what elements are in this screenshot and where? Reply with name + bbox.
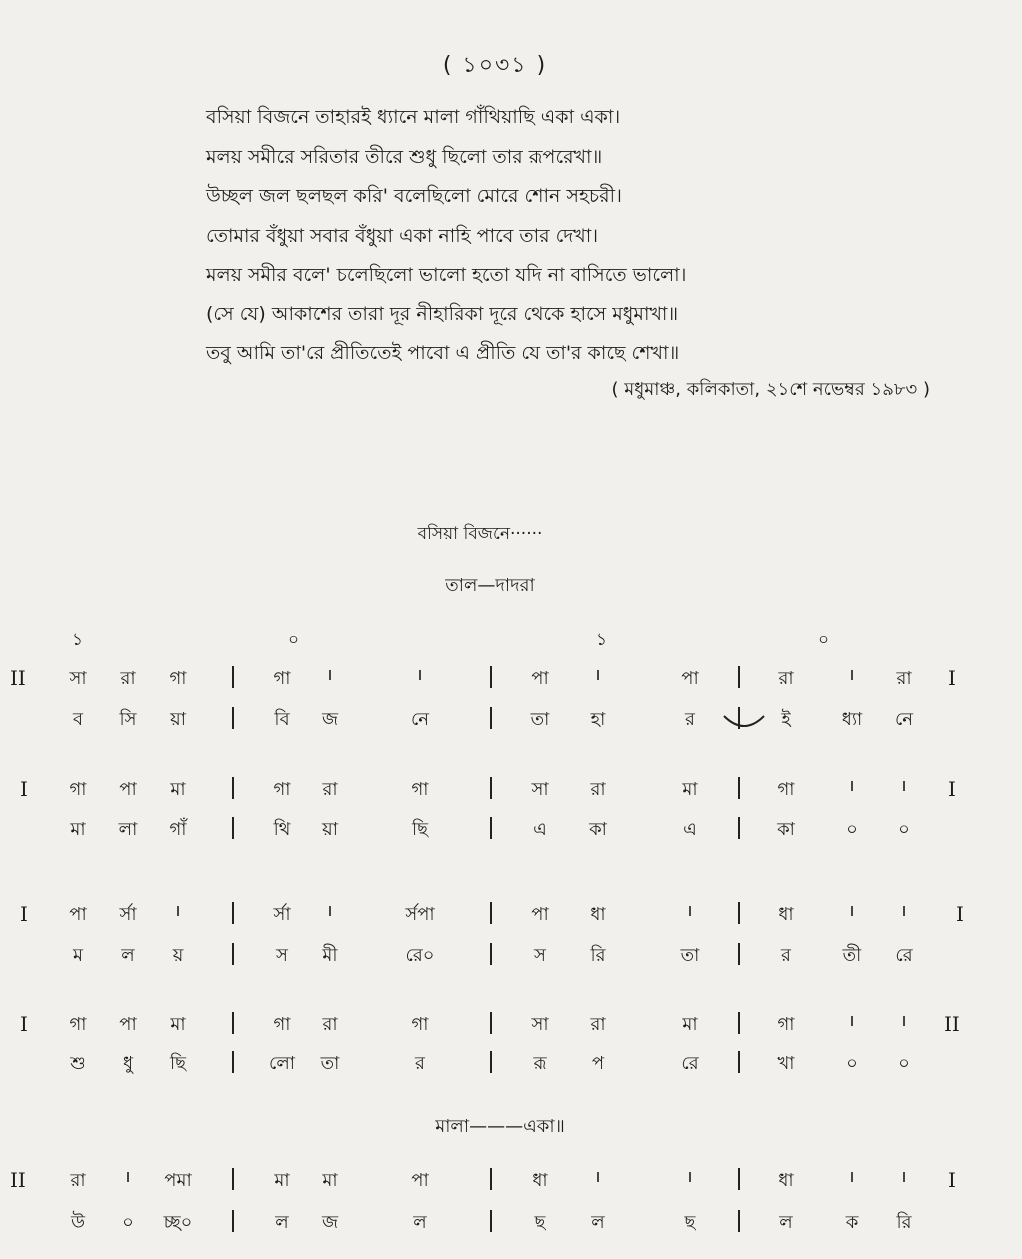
beat-divider (738, 1210, 740, 1232)
lyric-cell: ব (72, 709, 84, 730)
interlude-line: মালা———একা॥ (435, 1116, 565, 1137)
swara-cell: ধা (590, 904, 606, 925)
beat-divider (232, 817, 234, 839)
lyric-cell: কা (589, 819, 607, 840)
beat-divider (232, 902, 234, 924)
swara-cell: মা (322, 1170, 338, 1191)
lyric-cell: ল (591, 1212, 605, 1233)
lyric-cell: ল (413, 1212, 427, 1233)
swara-cell: র্সা (119, 904, 137, 925)
lyric-cell: লো (269, 1053, 295, 1074)
lyric-cell: ল (275, 1212, 289, 1233)
beat-divider (490, 817, 492, 839)
beat-divider (738, 817, 740, 839)
beat-marker: ১ (72, 630, 84, 650)
lyric-cell: ছি (169, 1053, 187, 1074)
lyric-cell: ০ (122, 1212, 134, 1233)
start-barline: I (20, 902, 28, 926)
lyric-cell: স (276, 945, 288, 966)
swara-cell: রা (778, 668, 794, 689)
swara-cell: মা (170, 1014, 186, 1035)
lyric-cell: য় (172, 945, 184, 966)
lyric-cell: জ (321, 1212, 339, 1233)
end-barline: I (948, 777, 956, 801)
swara-row (0, 900, 1022, 930)
beat-divider (232, 1168, 234, 1190)
swara-cell: ı (901, 1010, 907, 1031)
swara-cell: গা (411, 779, 429, 800)
beat-divider (738, 666, 740, 688)
swara-cell: র্সা (273, 904, 291, 925)
lyric-cell: তা (320, 1053, 340, 1074)
beat-divider (232, 707, 234, 729)
lyric-cell: ই (781, 709, 791, 730)
lyric-cell: রূ (533, 1053, 547, 1074)
swara-cell: গা (273, 779, 291, 800)
lyric-cell: ছি (411, 819, 429, 840)
swara-cell: ı (849, 1010, 855, 1031)
swara-row (0, 664, 1022, 694)
verse-line: (সে যে) আকাশের তারা দূর নীহারিকা দূরে থেকে হাসে মধুমাখা॥ (206, 303, 679, 325)
swara-cell: গা (273, 1014, 291, 1035)
lyric-cell: ০ (846, 1053, 858, 1074)
start-barline: II (10, 1168, 26, 1192)
lyric-row (0, 1049, 1022, 1079)
swara-cell: পা (531, 904, 549, 925)
beat-marker: ০ (818, 630, 830, 650)
lyric-cell: নে (894, 709, 914, 730)
start-barline: I (20, 1012, 28, 1036)
lyric-cell: কা (777, 819, 795, 840)
swara-cell: রা (70, 1170, 86, 1191)
swara-cell: ı (175, 900, 181, 921)
lyric-cell: রে (895, 945, 913, 966)
lyric-cell: ছ (684, 1212, 696, 1233)
swara-cell: ı (849, 900, 855, 921)
swara-cell: ı (849, 664, 855, 685)
swara-cell: ı (849, 775, 855, 796)
beat-divider (232, 943, 234, 965)
lyric-cell: মী (322, 945, 338, 966)
swara-cell: মা (682, 779, 698, 800)
lyric-cell: প (591, 1053, 605, 1074)
beat-divider (490, 1210, 492, 1232)
swara-cell: রা (322, 779, 338, 800)
swara-cell: ı (687, 900, 693, 921)
swara-cell: ı (595, 1166, 601, 1187)
swara-cell: গা (777, 779, 795, 800)
beat-divider (232, 1051, 234, 1073)
beat-marker: ০ (288, 630, 300, 650)
citation: ( মধুমাঞ্চ, কলিকাতা, ২১শে নভেম্বর ১৯৮৩ ) (611, 379, 930, 400)
swara-cell: গা (69, 1014, 87, 1035)
beat-divider (490, 1168, 492, 1190)
lyric-row (0, 1208, 1022, 1238)
swara-cell: রা (896, 668, 912, 689)
lyric-cell: র (685, 709, 695, 730)
lyric-cell: ০ (898, 1053, 910, 1074)
swara-cell: র্সপা (405, 904, 435, 925)
lyric-cell: র (415, 1053, 425, 1074)
lyric-cell: ০ (898, 819, 910, 840)
swara-cell: গা (69, 779, 87, 800)
beat-divider (738, 943, 740, 965)
swara-cell: পা (119, 779, 137, 800)
swara-cell: ı (901, 900, 907, 921)
lyric-cell: লা (118, 819, 138, 840)
lyric-cell: এ (683, 819, 697, 840)
swara-cell: ı (595, 664, 601, 685)
lyric-cell: খা (777, 1053, 795, 1074)
beat-divider (490, 902, 492, 924)
swara-cell: গা (411, 1014, 429, 1035)
lyric-row (0, 705, 1022, 735)
swara-cell: মা (682, 1014, 698, 1035)
lyric-cell: এ (533, 819, 547, 840)
lyric-cell: রে০ (405, 945, 435, 966)
swara-cell: ı (417, 664, 423, 685)
lyric-cell: ০ (846, 819, 858, 840)
swara-cell: পা (119, 1014, 137, 1035)
beat-divider (738, 777, 740, 799)
lyric-cell: ল (779, 1212, 793, 1233)
lyric-cell: ম (73, 945, 83, 966)
swara-cell: ı (849, 1166, 855, 1187)
lyric-cell: গাঁ (169, 819, 187, 840)
page-number: ( ১০৩১ ) (442, 53, 548, 78)
swara-cell: সা (531, 1014, 549, 1035)
notation-title: বসিয়া বিজনে······ (417, 524, 543, 544)
swara-cell: গা (169, 668, 187, 689)
beat-divider (232, 777, 234, 799)
swara-cell: পা (681, 668, 699, 689)
beat-divider (490, 707, 492, 729)
lyric-cell: জ (321, 709, 339, 730)
tala-label: তাল—দাদরা (445, 575, 535, 596)
lyric-cell: তা (530, 709, 550, 730)
swara-cell: রা (322, 1014, 338, 1035)
swara-cell: রা (590, 779, 606, 800)
verse-line: উচ্ছল জল ছলছল করি' বলেছিলো মোরে শোন সহচরী। (206, 185, 622, 207)
lyric-cell: তী (842, 945, 862, 966)
lyric-cell: রি (590, 945, 606, 966)
lyric-cell: ক (845, 1212, 859, 1233)
lyric-cell: ছ (534, 1212, 546, 1233)
beat-divider (490, 1012, 492, 1034)
beat-divider (738, 902, 740, 924)
lyric-cell: য়া (322, 819, 338, 840)
beat-divider (738, 1012, 740, 1034)
lyric-cell: শু (70, 1053, 86, 1074)
verse-line: তবু আমি তা'রে প্রীতিতেই পাবো এ প্রীতি যে তা'র কাছে শেখা॥ (206, 342, 680, 364)
beat-divider (232, 666, 234, 688)
beat-divider (738, 1168, 740, 1190)
swara-cell: পা (69, 904, 87, 925)
lyric-cell: মা (70, 819, 86, 840)
swara-cell: সা (531, 779, 549, 800)
lyric-cell: বি (274, 709, 290, 730)
lyric-row (0, 815, 1022, 845)
lyric-cell: স (534, 945, 546, 966)
lyric-cell: রে (681, 1053, 699, 1074)
lyric-cell: ধ্যা (841, 709, 863, 730)
swara-cell: রা (590, 1014, 606, 1035)
slur-mark (722, 712, 766, 734)
beat-divider (738, 1051, 740, 1073)
beat-divider (232, 1210, 234, 1232)
end-barline: I (956, 902, 964, 926)
swara-cell: মা (274, 1170, 290, 1191)
lyric-cell: রি (896, 1212, 912, 1233)
swara-cell: গা (777, 1014, 795, 1035)
beat-divider (232, 1012, 234, 1034)
lyric-row (0, 941, 1022, 971)
verse-line: তোমার বঁধুয়া সবার বঁধুয়া একা নাহি পাবে তার দেখা। (206, 225, 599, 247)
lyric-cell: তা (680, 945, 700, 966)
swara-cell: মা (170, 779, 186, 800)
lyric-cell: ধু (122, 1053, 134, 1074)
lyric-cell: ল (121, 945, 135, 966)
swara-cell: পমা (164, 1170, 192, 1191)
lyric-cell: র (781, 945, 791, 966)
verse-line: বসিয়া বিজনে তাহারই ধ্যানে মালা গাঁথিয়াছি একা একা। (206, 106, 621, 128)
beat-divider (490, 666, 492, 688)
swara-cell: ı (327, 664, 333, 685)
swara-cell: ı (327, 900, 333, 921)
swara-cell: পা (411, 1170, 429, 1191)
swara-cell: সা (69, 668, 87, 689)
beat-divider (490, 1051, 492, 1073)
swara-cell: গা (273, 668, 291, 689)
swara-cell: পা (531, 668, 549, 689)
lyric-cell: য়া (170, 709, 186, 730)
swara-cell: ı (901, 775, 907, 796)
swara-cell: ı (687, 1166, 693, 1187)
end-barline: II (944, 1012, 960, 1036)
swara-cell: ধা (532, 1170, 548, 1191)
swara-cell: ı (901, 1166, 907, 1187)
swara-cell: রা (120, 668, 136, 689)
lyric-cell: সি (119, 709, 137, 730)
beat-divider (490, 943, 492, 965)
swara-cell: ধা (778, 904, 794, 925)
swara-cell: ı (125, 1166, 131, 1187)
verse-line: মলয় সমীর বলে' চলেছিলো ভালো হতো যদি না বাসিতে ভালো। (206, 264, 687, 286)
swara-cell: ধা (778, 1170, 794, 1191)
end-barline: I (948, 1168, 956, 1192)
swara-row (0, 1166, 1022, 1196)
lyric-cell: হা (590, 709, 606, 730)
beat-marker: ১ (596, 630, 608, 650)
end-barline: I (948, 666, 956, 690)
lyric-cell: থি (273, 819, 291, 840)
beat-divider (490, 777, 492, 799)
verse-line: মলয় সমীরে সরিতার তীরে শুধু ছিলো তার রূপরেখা॥ (206, 146, 603, 168)
lyric-cell: চ্ছ০ (163, 1212, 193, 1233)
lyric-cell: উ (70, 1212, 86, 1233)
swara-row (0, 1010, 1022, 1040)
lyric-cell: নে (410, 709, 430, 730)
start-barline: II (10, 666, 26, 690)
start-barline: I (20, 777, 28, 801)
swara-row (0, 775, 1022, 805)
